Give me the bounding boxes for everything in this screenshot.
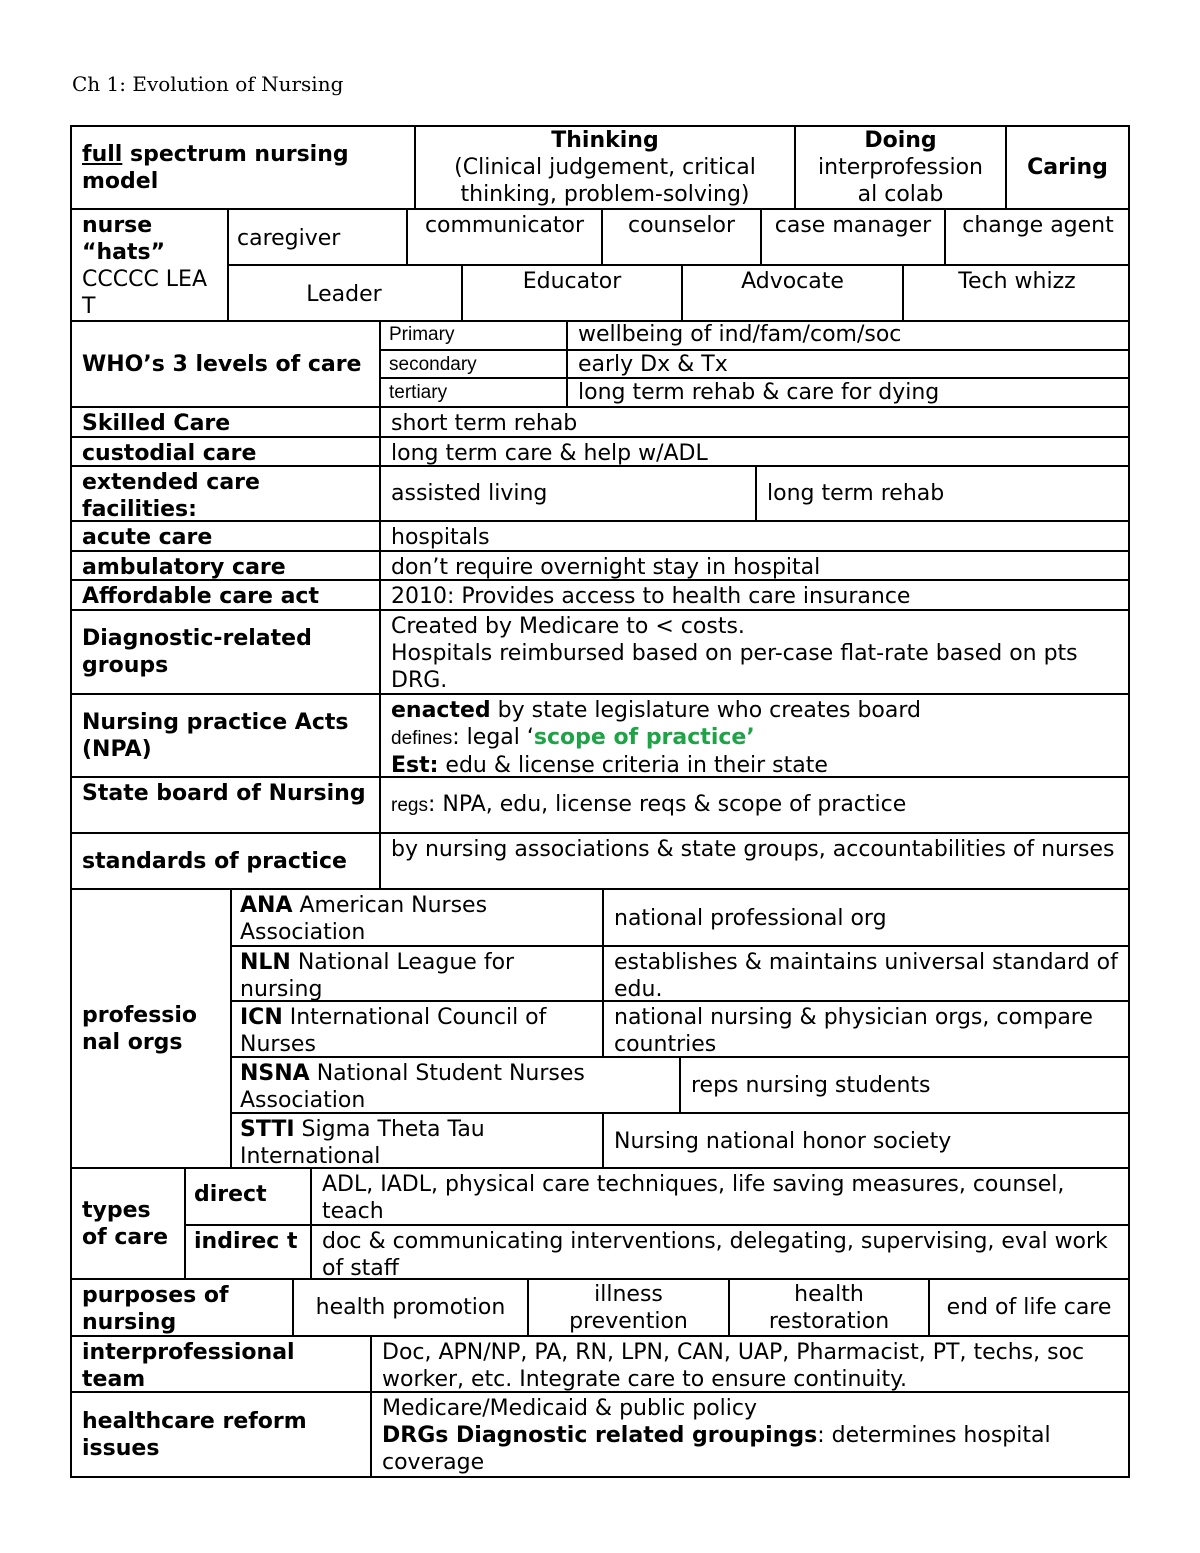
hat-counselor: counselor xyxy=(601,210,760,266)
thinking-title: Thinking xyxy=(551,128,659,153)
term: acute care xyxy=(70,522,379,550)
org-fullname: National Student Nurses Association xyxy=(240,1061,585,1113)
who-level-name: tertiary xyxy=(389,382,448,403)
npa-defines: defines xyxy=(391,728,453,749)
definition-1: assisted living xyxy=(379,467,755,520)
ambulatory-care-row xyxy=(70,550,1130,579)
org-desc: national nursing & physician orgs, compare countries xyxy=(602,1002,1130,1057)
doing-desc: interprofession al colab xyxy=(818,155,983,207)
drg-line-1: Created by Medicare to < costs. xyxy=(391,614,745,639)
doing-title: Doing xyxy=(864,128,937,153)
org-abbr: ICN xyxy=(240,1005,283,1030)
reform-row xyxy=(70,1391,1130,1476)
types-grid xyxy=(184,1169,1130,1278)
types-label: types of care xyxy=(70,1169,184,1278)
org-name xyxy=(230,1114,602,1167)
npa-line-3 xyxy=(391,752,1118,776)
npa-enacted: enacted xyxy=(391,698,491,723)
term: Nursing practice Acts (NPA) xyxy=(70,695,379,776)
term: standards of practice xyxy=(70,834,379,888)
hat-advocate: Advocate xyxy=(681,266,902,320)
term: ambulatory care xyxy=(70,552,379,579)
term: healthcare reform issues xyxy=(70,1393,370,1476)
hat-change-agent: change agent xyxy=(944,210,1130,266)
definition-2: long term rehab xyxy=(755,467,1130,520)
purpose-health-promotion: health promotion xyxy=(292,1280,527,1335)
thinking-desc: (Clinical judgement, critical thinking, problem-solving) xyxy=(454,155,756,207)
state-board-regs: regs xyxy=(391,795,428,816)
org-stti xyxy=(232,1112,1130,1167)
org-name xyxy=(230,947,602,1001)
state-board-row xyxy=(70,776,1130,832)
org-abbr: ANA xyxy=(240,893,293,918)
org-fullname: National League for nursing xyxy=(240,950,515,1001)
who-level-secondary xyxy=(381,349,1130,378)
caring-cell: Caring xyxy=(1005,127,1130,208)
type-indirect xyxy=(186,1224,1130,1278)
extended-care-row xyxy=(70,465,1130,520)
state-board-def: : NPA, edu, license reqs & scope of practice xyxy=(427,792,907,817)
org-ana xyxy=(232,890,1130,946)
hat-educator: Educator xyxy=(461,266,681,320)
npa-est-rest: edu & license criteria in their state xyxy=(438,753,828,776)
hat-case-manager: case manager xyxy=(760,210,944,266)
type-label: direct xyxy=(194,1182,267,1207)
who-level-name: secondary xyxy=(389,354,477,375)
model-label-rest: spectrum nursing model xyxy=(82,141,349,194)
orgs-list xyxy=(230,890,1130,1167)
who-level-name: Primary xyxy=(389,324,455,345)
org-nsna xyxy=(232,1056,1130,1113)
hats-row2 xyxy=(229,264,1130,320)
org-icn xyxy=(232,1000,1130,1057)
model-label-full: full xyxy=(82,141,123,167)
definition xyxy=(370,1393,1130,1476)
npa-est: Est: xyxy=(391,753,439,776)
who-level-desc: wellbeing of ind/fam/com/soc xyxy=(566,322,1130,350)
reform-line-1: Medicare/Medicaid & public policy xyxy=(382,1396,758,1421)
skilled-care-row xyxy=(70,406,1130,436)
hats-row1 xyxy=(229,210,1130,266)
model-label xyxy=(70,127,414,208)
org-desc: Nursing national honor society xyxy=(602,1114,1130,1167)
definition xyxy=(379,611,1130,693)
hats-grid xyxy=(227,210,1130,320)
type-direct xyxy=(186,1169,1130,1225)
purpose-illness-prevention: illness prevention xyxy=(527,1280,728,1335)
org-abbr: NLN xyxy=(240,950,291,975)
aca-row xyxy=(70,579,1130,609)
who-label: WHO’s 3 levels of care xyxy=(70,322,379,406)
doing-cell xyxy=(794,127,1005,208)
org-fullname: American Nurses Association xyxy=(240,893,488,945)
hat-communicator: communicator xyxy=(406,210,601,266)
definition: Doc, APN/NP, PA, RN, LPN, CAN, UAP, Pharmacist, PT, techs, soc worker, etc. Integrate care to ensure continuity. xyxy=(370,1337,1130,1391)
org-desc: establishes & maintains universal standard of edu. xyxy=(602,947,1130,1001)
org-abbr: STTI xyxy=(240,1117,295,1142)
npa-line-2 xyxy=(391,724,1118,752)
reform-line-2 xyxy=(382,1422,1118,1476)
reform-drgs-rest: : determines hospital coverage xyxy=(382,1423,1051,1475)
document-title: Ch 1: Evolution of Nursing xyxy=(72,72,344,96)
type-desc: ADL, IADL, physical care techniques, life saving measures, counsel, teach xyxy=(310,1169,1130,1225)
org-name xyxy=(230,1002,602,1057)
who-level-primary xyxy=(381,322,1130,350)
hats-label: nurse “hats” xyxy=(82,213,166,265)
purposes-label: purposes of nursing xyxy=(70,1280,292,1335)
npa-enacted-rest: by state legislature who creates board xyxy=(490,698,921,723)
purpose-end-of-life-care: end of life care xyxy=(928,1280,1130,1335)
definition xyxy=(379,695,1130,776)
reform-drgs: DRGs Diagnostic related groupings xyxy=(382,1423,818,1448)
purpose-health-restoration: health restoration xyxy=(728,1280,928,1335)
standards-row xyxy=(70,832,1130,888)
drg-line-2: Hospitals reimbursed based on per-case flat-rate based on pts DRG. xyxy=(391,641,1078,693)
hat-tech-whizz: Tech whizz xyxy=(902,266,1130,320)
definition: 2010: Provides access to health care insurance xyxy=(379,581,1130,609)
orgs-row xyxy=(70,888,1130,1167)
hats-label-cell xyxy=(70,210,227,320)
notes-table xyxy=(70,125,1130,1478)
term: Skilled Care xyxy=(70,408,379,436)
table-bottom-border xyxy=(70,1476,1130,1478)
term: interprofessional team xyxy=(70,1337,370,1391)
definition: don’t require overnight stay in hospital xyxy=(379,552,1130,579)
who-level-desc: long term rehab & care for dying xyxy=(566,379,1130,406)
definition: hospitals xyxy=(379,522,1130,550)
org-name xyxy=(230,890,602,946)
who-level-tertiary xyxy=(381,377,1130,406)
types-row xyxy=(70,1167,1130,1278)
org-nln xyxy=(232,945,1130,1001)
who-levels xyxy=(379,322,1130,406)
hat-leader: Leader xyxy=(306,281,382,307)
npa-scope: scope of practice’ xyxy=(533,725,755,750)
custodial-care-row xyxy=(70,436,1130,465)
team-row xyxy=(70,1335,1130,1391)
npa-row xyxy=(70,693,1130,776)
hats-mnemonic: CCCCC LEA T xyxy=(82,267,208,319)
org-abbr: NSNA xyxy=(240,1061,310,1086)
org-desc: national professional org xyxy=(602,890,1130,946)
npa-defines-mid: : legal ‘ xyxy=(452,725,534,750)
term: custodial care xyxy=(70,438,379,465)
term: Affordable care act xyxy=(70,581,379,609)
org-name xyxy=(230,1058,679,1113)
definition: long term care & help w/ADL xyxy=(379,438,1130,465)
orgs-label: professio nal orgs xyxy=(70,890,230,1167)
hats-row xyxy=(70,208,1130,320)
type-label: indirec t xyxy=(194,1229,298,1254)
drg-row xyxy=(70,609,1130,693)
acute-care-row xyxy=(70,520,1130,550)
definition: by nursing associations & state groups, accountabilities of nurses xyxy=(379,834,1130,888)
term: Diagnostic-related groups xyxy=(70,611,379,693)
who-level-desc: early Dx & Tx xyxy=(566,351,1130,378)
org-fullname: Sigma Theta Tau International xyxy=(240,1117,485,1167)
type-desc: doc & communicating interventions, delegating, supervising, eval work of staff xyxy=(310,1226,1130,1278)
purposes-row xyxy=(70,1278,1130,1335)
org-desc: reps nursing students xyxy=(679,1058,1130,1113)
model-row xyxy=(70,125,1130,208)
who-row xyxy=(70,320,1130,406)
npa-line-1 xyxy=(391,697,1118,724)
org-fullname: International Council of Nurses xyxy=(240,1005,547,1057)
definition xyxy=(379,778,1130,832)
definition: short term rehab xyxy=(379,408,1130,436)
thinking-cell xyxy=(414,127,794,208)
term: State board of Nursing xyxy=(70,778,379,832)
hat-caregiver: caregiver xyxy=(237,225,341,251)
term: extended care facilities: xyxy=(70,467,379,520)
